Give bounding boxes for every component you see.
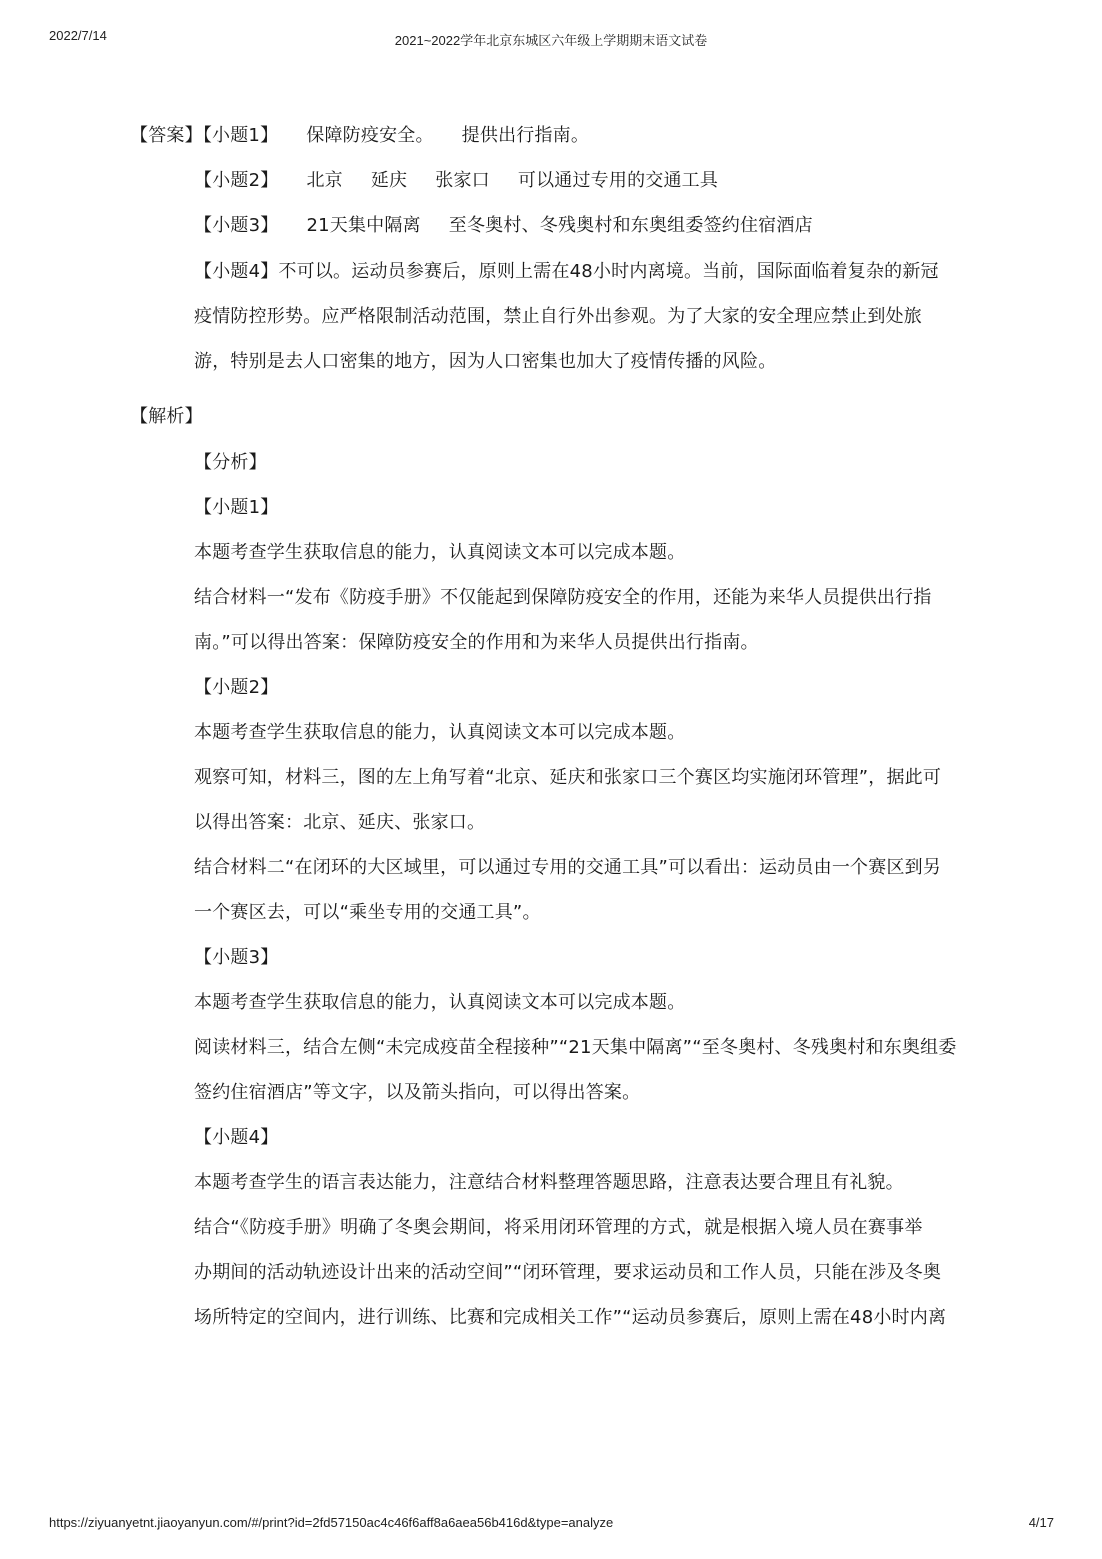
analysis-label: 【解析】 [130,406,203,427]
analysis-q4-line-1: 本题考查学生的语言表达能力，注意结合材料整理答题思路，注意表达要合理且有礼貌。 [194,1172,904,1193]
analysis-q4-line-2: 结合“《防疫手册》明确了冬奥会期间，将采用闭环管理的方式，就是根据入境人员在赛事举 [194,1217,923,1238]
analysis-q2-tag: 【小题2】 [194,677,279,698]
answer-q4-line-2: 疫情防控形势。应严格限制活动范围，禁止自行外出参观。为了大家的安全理应禁止到处旅 [194,306,922,327]
answer-line-q3 [194,215,813,237]
answer-line-q2 [194,170,718,192]
q2-answer-b: 延庆 [370,170,408,191]
analysis-q2-line-5: 一个赛区去，可以“乘坐专用的交通工具”。 [194,902,541,923]
answer-label: 【答案】 [130,125,203,146]
q2-answer-d: 可以通过专用的交通工具 [517,170,719,191]
analysis-q2-line-1: 本题考查学生获取信息的能力，认真阅读文本可以完成本题。 [194,722,686,743]
analysis-q2-line-2: 观察可知，材料三，图的左上角写着“北京、延庆和张家口三个赛区均实施闭环管理”，据此可 [194,767,942,788]
q2-answer-a: 北京 [306,170,343,191]
q2-answer-c: 张家口 [435,170,490,191]
q2-tag: 【小题2】 [194,170,279,191]
answer-line-q1 [130,125,589,147]
analysis-q4-line-4: 场所特定的空间内，进行训练、比赛和完成相关工作”“运动员参赛后，原则上需在48小时内离 [194,1307,947,1328]
analysis-q3-tag: 【小题3】 [194,947,279,968]
q1-answer-b: 提供出行指南。 [461,125,590,146]
analysis-fenxi: 【分析】 [194,452,267,473]
analysis-q4-tag: 【小题4】 [194,1127,279,1148]
q3-answer-b: 至冬奥村、冬残奥村和东奥组委签约住宿酒店 [448,215,813,236]
document-title: 2021~2022学年北京东城区六年级上学期期末语文试卷 [394,33,708,48]
page-number: 4/17 [1028,1515,1054,1530]
analysis-q1-line-2: 结合材料一“发布《防疫手册》不仅能起到保障防疫安全的作用，还能为来华人员提供出行指 [194,587,932,608]
answer-q4-line-1: 【小题4】不可以。运动员参赛后，原则上需在48小时内离境。当前，国际面临着复杂的新冠 [194,261,939,282]
analysis-q1-line-1: 本题考查学生获取信息的能力，认真阅读文本可以完成本题。 [194,542,686,563]
analysis-q4-line-3: 办期间的活动轨迹设计出来的活动空间”“闭环管理，要求运动员和工作人员，只能在涉及冬奥 [194,1262,942,1283]
q1-answer-a: 保障防疫安全。 [306,125,434,146]
print-url: https://ziyuanyetnt.jiaoyanyun.com/#/print?id=2fd57150ac4c46f6aff8a6aea56b416d&type=analyze [49,1515,614,1530]
analysis-q3-line-3: 签约住宿酒店”等文字，以及箭头指向，可以得出答案。 [194,1082,641,1103]
print-date: 2022/7/14 [49,28,107,43]
analysis-q3-line-1: 本题考查学生获取信息的能力，认真阅读文本可以完成本题。 [194,992,686,1013]
analysis-q1-line-3: 南。”可以得出答案：保障防疫安全的作用和为来华人员提供出行指南。 [194,632,759,653]
analysis-q3-line-2: 阅读材料三，结合左侧“未完成疫苗全程接种”“21天集中隔离”“至冬奥村、冬残奥村和东奥组委 [194,1037,957,1058]
q3-tag: 【小题3】 [194,215,279,236]
analysis-q2-line-4: 结合材料二“在闭环的大区域里，可以通过专用的交通工具”可以看出：运动员由一个赛区到另 [194,857,942,878]
q1-tag: 【小题1】 [202,125,279,146]
q3-answer-a: 21天集中隔离 [306,215,421,236]
analysis-q1-tag: 【小题1】 [194,497,279,518]
analysis-q2-line-3: 以得出答案：北京、延庆、张家口。 [194,812,486,833]
answer-q4-line-3: 游，特别是去人口密集的地方，因为人口密集也加大了疫情传播的风险。 [194,351,777,372]
